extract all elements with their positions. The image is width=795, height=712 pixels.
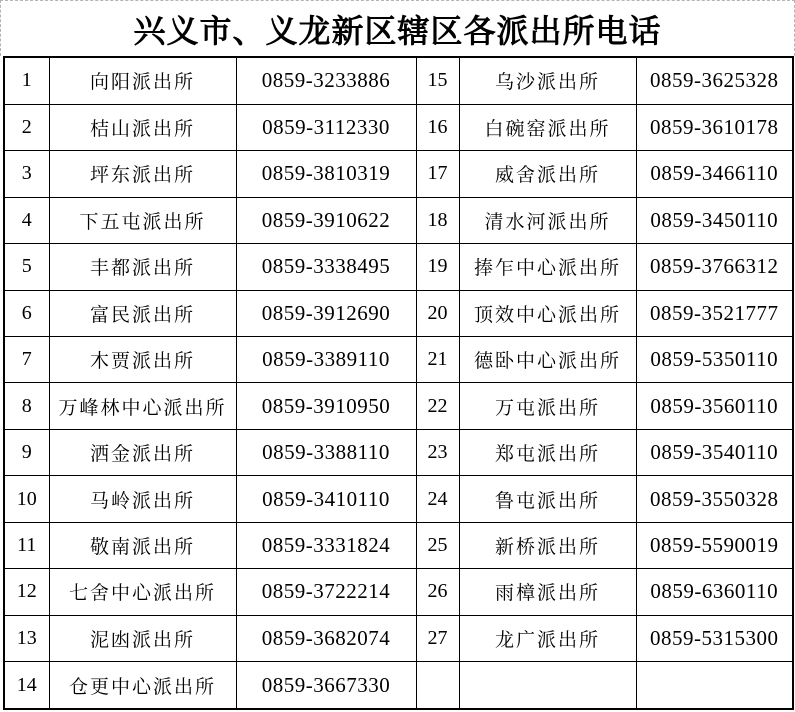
table-row bbox=[4, 290, 793, 336]
station-name-cell: 木贾派出所 bbox=[49, 336, 236, 382]
station-name-cell bbox=[459, 662, 636, 709]
station-phone-cell: 0859-3550328 bbox=[636, 476, 793, 522]
station-phone-cell: 0859-3388110 bbox=[236, 429, 416, 475]
station-name-cell: 坪东派出所 bbox=[49, 151, 236, 197]
station-phone-cell: 0859-3540110 bbox=[636, 429, 793, 475]
stations-table-body bbox=[4, 57, 793, 709]
station-phone-cell: 0859-3560110 bbox=[636, 383, 793, 429]
station-index-cell: 13 bbox=[4, 615, 49, 661]
station-name-cell: 万屯派出所 bbox=[459, 383, 636, 429]
station-index-cell: 3 bbox=[4, 151, 49, 197]
station-name-cell: 向阳派出所 bbox=[49, 57, 236, 104]
station-index-cell: 21 bbox=[416, 336, 459, 382]
station-name-cell: 桔山派出所 bbox=[49, 104, 236, 150]
station-phone-cell: 0859-3521777 bbox=[636, 290, 793, 336]
station-index-cell: 9 bbox=[4, 429, 49, 475]
station-name-cell: 富民派出所 bbox=[49, 290, 236, 336]
table-row bbox=[4, 104, 793, 150]
station-phone-cell bbox=[636, 662, 793, 709]
station-name-cell: 清水河派出所 bbox=[459, 197, 636, 243]
station-name-cell: 德卧中心派出所 bbox=[459, 336, 636, 382]
station-phone-cell: 0859-3389110 bbox=[236, 336, 416, 382]
station-index-cell: 11 bbox=[4, 522, 49, 568]
station-name-cell: 鲁屯派出所 bbox=[459, 476, 636, 522]
station-phone-cell: 0859-3912690 bbox=[236, 290, 416, 336]
station-name-cell: 白碗窑派出所 bbox=[459, 104, 636, 150]
station-name-cell: 泥凼派出所 bbox=[49, 615, 236, 661]
station-index-cell: 27 bbox=[416, 615, 459, 661]
station-index-cell: 17 bbox=[416, 151, 459, 197]
station-phone-cell: 0859-3410110 bbox=[236, 476, 416, 522]
station-phone-cell: 0859-3331824 bbox=[236, 522, 416, 568]
station-index-cell: 24 bbox=[416, 476, 459, 522]
station-index-cell: 5 bbox=[4, 244, 49, 290]
station-name-cell: 万峰林中心派出所 bbox=[49, 383, 236, 429]
station-index-cell: 16 bbox=[416, 104, 459, 150]
station-name-cell: 捧乍中心派出所 bbox=[459, 244, 636, 290]
station-phone-cell: 0859-3112330 bbox=[236, 104, 416, 150]
station-name-cell: 威舍派出所 bbox=[459, 151, 636, 197]
station-index-cell: 4 bbox=[4, 197, 49, 243]
station-name-cell: 雨樟派出所 bbox=[459, 569, 636, 615]
table-row bbox=[4, 197, 793, 243]
station-index-cell: 12 bbox=[4, 569, 49, 615]
station-name-cell: 敬南派出所 bbox=[49, 522, 236, 568]
station-name-cell: 丰都派出所 bbox=[49, 244, 236, 290]
table-row bbox=[4, 429, 793, 475]
station-index-cell: 20 bbox=[416, 290, 459, 336]
station-phone-cell: 0859-3667330 bbox=[236, 662, 416, 709]
station-phone-cell: 0859-3910950 bbox=[236, 383, 416, 429]
station-index-cell: 1 bbox=[4, 57, 49, 104]
station-name-cell: 顶效中心派出所 bbox=[459, 290, 636, 336]
station-index-cell: 8 bbox=[4, 383, 49, 429]
stations-table bbox=[3, 56, 794, 710]
station-index-cell bbox=[416, 662, 459, 709]
station-name-cell: 洒金派出所 bbox=[49, 429, 236, 475]
station-phone-cell: 0859-3625328 bbox=[636, 57, 793, 104]
station-index-cell: 19 bbox=[416, 244, 459, 290]
station-index-cell: 6 bbox=[4, 290, 49, 336]
station-phone-cell: 0859-3338495 bbox=[236, 244, 416, 290]
station-index-cell: 10 bbox=[4, 476, 49, 522]
table-row bbox=[4, 151, 793, 197]
table-row bbox=[4, 476, 793, 522]
station-name-cell: 下五屯派出所 bbox=[49, 197, 236, 243]
station-phone-cell: 0859-5590019 bbox=[636, 522, 793, 568]
table-row bbox=[4, 383, 793, 429]
station-index-cell: 22 bbox=[416, 383, 459, 429]
station-phone-cell: 0859-3766312 bbox=[636, 244, 793, 290]
station-index-cell: 23 bbox=[416, 429, 459, 475]
station-index-cell: 7 bbox=[4, 336, 49, 382]
station-phone-cell: 0859-5315300 bbox=[636, 615, 793, 661]
table-row bbox=[4, 244, 793, 290]
station-phone-cell: 0859-3810319 bbox=[236, 151, 416, 197]
table-row bbox=[4, 522, 793, 568]
station-phone-cell: 0859-3910622 bbox=[236, 197, 416, 243]
station-index-cell: 18 bbox=[416, 197, 459, 243]
station-phone-cell: 0859-3682074 bbox=[236, 615, 416, 661]
table-row bbox=[4, 57, 793, 104]
station-name-cell: 马岭派出所 bbox=[49, 476, 236, 522]
station-phone-cell: 0859-6360110 bbox=[636, 569, 793, 615]
page-title: 兴义市、义龙新区辖区各派出所电话 bbox=[0, 0, 795, 56]
table-row bbox=[4, 615, 793, 661]
station-name-cell: 郑屯派出所 bbox=[459, 429, 636, 475]
station-phone-cell: 0859-3610178 bbox=[636, 104, 793, 150]
station-phone-cell: 0859-5350110 bbox=[636, 336, 793, 382]
station-index-cell: 14 bbox=[4, 662, 49, 709]
station-name-cell: 新桥派出所 bbox=[459, 522, 636, 568]
station-index-cell: 26 bbox=[416, 569, 459, 615]
table-row bbox=[4, 662, 793, 709]
station-name-cell: 七舍中心派出所 bbox=[49, 569, 236, 615]
station-name-cell: 乌沙派出所 bbox=[459, 57, 636, 104]
station-index-cell: 2 bbox=[4, 104, 49, 150]
table-row bbox=[4, 569, 793, 615]
station-index-cell: 25 bbox=[416, 522, 459, 568]
station-phone-cell: 0859-3450110 bbox=[636, 197, 793, 243]
station-phone-cell: 0859-3722214 bbox=[236, 569, 416, 615]
station-index-cell: 15 bbox=[416, 57, 459, 104]
station-name-cell: 仓更中心派出所 bbox=[49, 662, 236, 709]
station-phone-cell: 0859-3233886 bbox=[236, 57, 416, 104]
table-row bbox=[4, 336, 793, 382]
station-name-cell: 龙广派出所 bbox=[459, 615, 636, 661]
station-phone-cell: 0859-3466110 bbox=[636, 151, 793, 197]
